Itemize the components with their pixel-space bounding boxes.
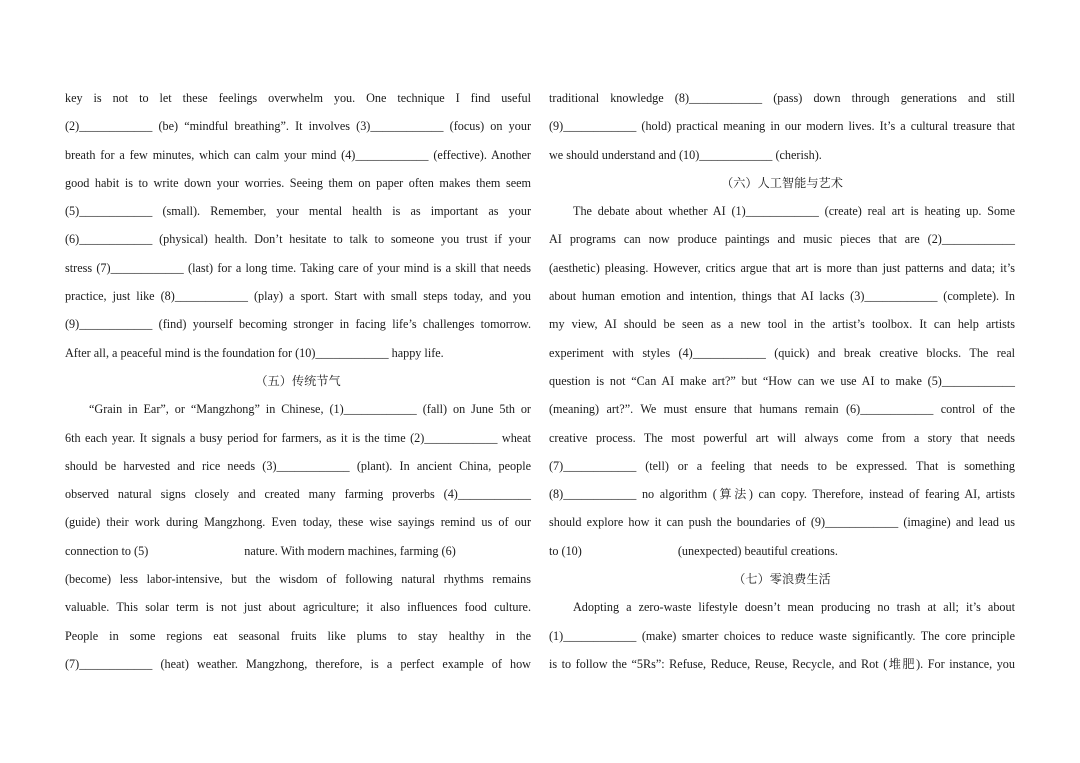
text-line: key is not to let these feelings overwhelm you. One technique I find useful <box>65 91 531 105</box>
text-line <box>65 537 531 565</box>
text-line: my view, AI should be seen as a new tool in the artist’s toolbox. It can help artists <box>549 317 1015 332</box>
text-line: (5)____________ (small). Remember, your mental health is as important as your <box>65 204 531 219</box>
text-fragment: nature. With modern machines, farming (6) <box>244 543 456 558</box>
text-line: People in some regions eat seasonal fruits like plums to stay healthy in the <box>65 628 531 643</box>
text-line: valuable. This solar term is not just about agriculture; it also influences food culture. <box>65 600 531 615</box>
text-line: (aesthetic) pleasing. However, critics argue that art is more than just patterns and data; it’s <box>549 260 1015 275</box>
text-line: (become) less labor-intensive, but the wisdom of following natural rhythms remains <box>65 572 531 587</box>
text-line: 6th each year. It signals a busy period for farmers, as it is the time (2)____________ wheat <box>65 430 531 445</box>
text-line: we should understand and (10)____________ (cherish). <box>549 147 822 162</box>
text-line <box>549 537 1015 565</box>
section-title: （五）传统节气 <box>255 373 341 388</box>
text-line: question is not “Can AI make art?” but “How can we use AI to make (5)____________ <box>549 373 1015 388</box>
text-line: (2)____________ (be) “mindful breathing”. It involves (3)____________ (focus) on your <box>65 119 531 134</box>
text-line: (8)____________ no algorithm (算法) can copy. Therefore, instead of fearing AI, artists <box>549 487 1015 502</box>
text-line: “Grain in Ear”, or “Mangzhong” in Chinese, (1)____________ (fall) on June 5th or <box>89 402 531 417</box>
text-fragment: (unexpected) beautiful creations. <box>677 543 838 558</box>
text-line: The debate about whether AI (1)____________ (create) real art is heating up. Some <box>573 204 1015 219</box>
text-line: creative process. The most powerful art will always come from a story that needs <box>549 430 1015 445</box>
text-line: (7)____________ (heat) weather. Mangzhong, therefore, is a perfect example of how <box>65 656 531 671</box>
left-column <box>65 84 531 678</box>
text-line: about human emotion and intention, things that AI lacks (3)____________ (complete). In <box>549 289 1015 304</box>
text-line: (1)____________ (make) smarter choices to reduce waste significantly. The core principle <box>549 628 1015 643</box>
text-fragment: to (10) <box>549 543 582 558</box>
right-column <box>549 84 1015 678</box>
text-line: (guide) their work during Mangzhong. Even today, these wise sayings remind us of our <box>65 515 531 530</box>
text-line: should explore how it can push the boundaries of (9)____________ (imagine) and lead us <box>549 515 1015 530</box>
text-line: breath for a few minutes, which can calm your mind (4)____________ (effective). Another <box>65 147 531 162</box>
text-line: experiment with styles (4)____________ (quick) and break creative blocks. The real <box>549 345 1015 360</box>
text-line: is to follow the “5Rs”: Refuse, Reduce, Reuse, Recycle, and Rot (堆肥). For instance, you <box>549 656 1015 671</box>
text-line: (9)____________ (find) yourself becoming stronger in facing life’s challenges tomorrow. <box>65 317 531 332</box>
text-line: stress (7)____________ (last) for a long time. Taking care of your mind is a skill that needs <box>65 260 531 275</box>
text-line: (7)____________ (tell) or a feeling that needs to be expressed. That is something <box>549 458 1015 473</box>
text-line: (6)____________ (physical) health. Don’t hesitate to talk to someone you trust if your <box>65 232 531 247</box>
text-line: traditional knowledge (8)____________ (pass) down through generations and still <box>549 91 1015 105</box>
text-line: (meaning) art?”. We must ensure that humans remain (6)____________ control of the <box>549 402 1015 417</box>
text-line: AI programs can now produce paintings and music pieces that are (2)____________ <box>549 232 1015 247</box>
text-line: (9)____________ (hold) practical meaning in our modern lives. It’s a cultural treasure that <box>549 119 1015 134</box>
text-line: should be harvested and rice needs (3)____________ (plant). In ancient China, people <box>65 458 531 473</box>
section-title: （七）零浪费生活 <box>733 572 831 587</box>
text-line: After all, a peaceful mind is the foundation for (10)____________ happy life. <box>65 345 444 360</box>
section-title: （六）人工智能与艺术 <box>721 175 843 190</box>
text-line: observed natural signs closely and created many farming proverbs (4)____________ <box>65 487 531 502</box>
text-line: practice, just like (8)____________ (play) a sport. Start with small steps today, and you <box>65 289 531 304</box>
text-line: Adopting a zero-waste lifestyle doesn’t mean producing no trash at all; it’s about <box>573 600 1015 615</box>
text-line: good habit is to write down your worries. Seeing them on paper often makes them seem <box>65 175 531 190</box>
text-fragment: connection to (5) <box>65 543 149 558</box>
